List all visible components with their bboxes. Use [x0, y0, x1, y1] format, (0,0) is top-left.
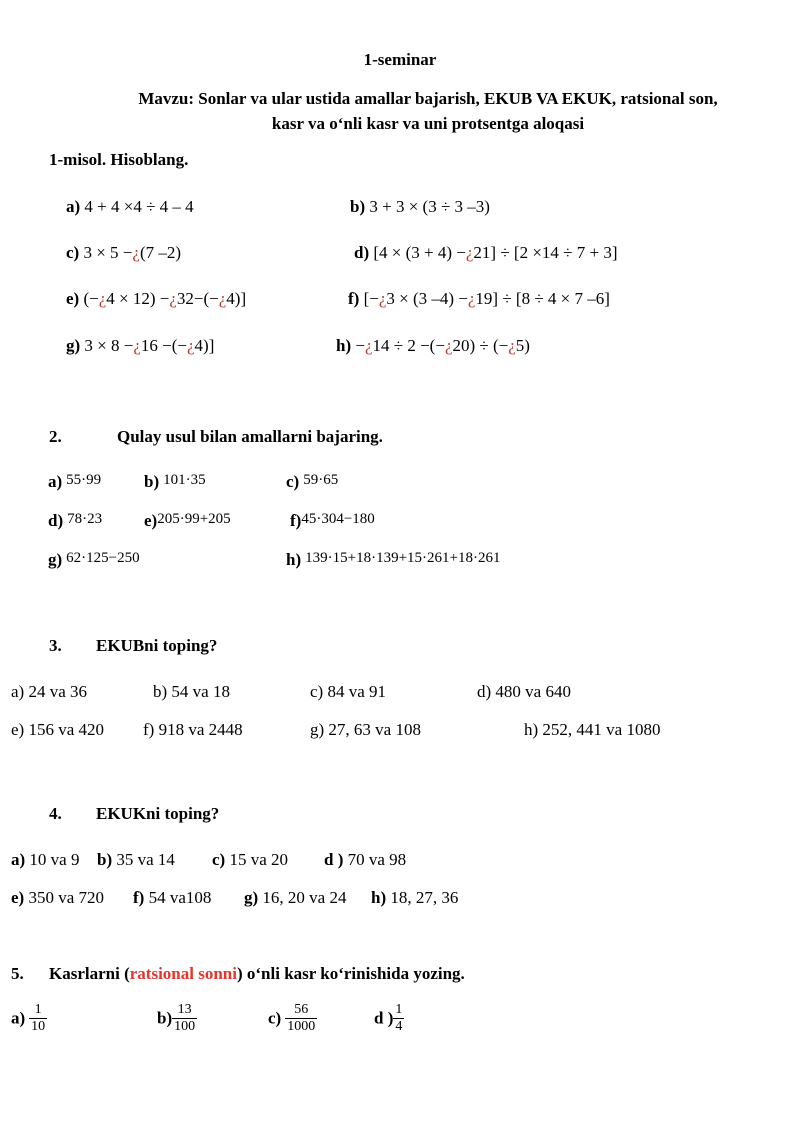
section-4-number: 4. — [49, 804, 62, 823]
exercise-1h: h) −¿14 ÷ 2 −(−¿20) ÷ (−¿5) — [336, 336, 530, 355]
exercise-4c: c) 15 va 20 — [212, 850, 289, 869]
section-2-number: 2. — [49, 427, 62, 446]
section-5-number: 5. — [11, 964, 24, 983]
exercise-1c: c) 3 × 5 −¿(7 –2) — [66, 243, 182, 262]
exercise-3b: b) 54 va 18 — [153, 682, 230, 701]
fraction: $\frac{1}{10}$ — [31, 1002, 46, 1034]
fraction: $\frac{56}{1000}$ — [287, 1002, 316, 1034]
exercise-2f: f)45·304−180 — [290, 511, 375, 530]
fraction: $\frac{1}{4}$ — [395, 1002, 403, 1034]
exercise-3a: a) 24 va 36 — [11, 682, 88, 701]
exercise-2h: h) 139·15+18·139+15·261+18·261 — [286, 550, 501, 569]
exercise-1d: d) [4 × (3 + 4) −¿21] ÷ [2 ×14 ÷ 7 + 3] — [354, 243, 618, 262]
exercise-3h: h) 252, 441 va 1080 — [524, 720, 661, 739]
exercise-5c: c) $\frac{56}{1000}$ — [268, 1002, 316, 1034]
exercise-4a: a) 10 va 9 — [11, 850, 80, 869]
exercise-3c: c) 84 va 91 — [310, 682, 387, 701]
exercise-3e: e) 156 va 420 — [11, 720, 105, 739]
section-4-heading: EKUKni toping? — [96, 804, 220, 823]
topic-line-1: Mavzu: Sonlar va ular ustida amallar bajarish, EKUB VA EKUK, ratsional son, — [138, 89, 718, 108]
section-3-number: 3. — [49, 636, 62, 655]
exercise-2g: g) 62·125−250 — [48, 550, 140, 569]
exercise-5b: b) $\frac{13}{100}$ — [157, 1002, 196, 1034]
topic-line-2: kasr va o‘nli kasr va uni protsentga aloqasi — [271, 114, 585, 133]
exercise-4d: d ) 70 va 98 — [324, 850, 407, 869]
exercise-2e: e)205·99+205 — [144, 511, 231, 530]
exercise-4b: b) 35 va 14 — [97, 850, 175, 869]
section-3-heading: EKUBni toping? — [96, 636, 218, 655]
exercise-1e: e) (−¿4 × 12) −¿32−(−¿4)] — [66, 289, 247, 308]
exercise-1g: g) 3 × 8 −¿16 −(−¿4)] — [66, 336, 215, 355]
page-title: 1-seminar — [363, 50, 437, 69]
exercise-3g: g) 27, 63 va 108 — [310, 720, 421, 739]
exercise-4f: f) 54 va108 — [133, 888, 212, 907]
exercise-4g: g) 16, 20 va 24 — [244, 888, 347, 907]
exercise-2c: c) 59·65 — [286, 472, 339, 491]
exercise-5d: d ) $\frac{1}{4}$ — [374, 1002, 403, 1034]
exercise-2d: d) 78·23 — [48, 511, 103, 530]
exercise-3f: f) 918 va 2448 — [143, 720, 243, 739]
exercise-1f: f) [−¿3 × (3 –4) −¿19] ÷ [8 ÷ 4 × 7 –6] — [348, 289, 610, 308]
exercise-1a: a) 4 + 4 ×4 ÷ 4 – 4 — [66, 197, 194, 216]
section-2-heading: Qulay usul bilan amallarni bajaring. — [117, 427, 383, 446]
exercise-1b: b) 3 + 3 × (3 ÷ 3 –3) — [350, 197, 490, 216]
exercise-2b: b) 101·35 — [144, 472, 206, 491]
exercise-5a: a) $\frac{1}{10}$ — [11, 1002, 46, 1034]
fraction: $\frac{13}{100}$ — [174, 1002, 196, 1034]
section-1-heading: 1-misol. Hisoblang. — [49, 150, 189, 169]
exercise-3d: d) 480 va 640 — [477, 682, 571, 701]
highlight-term: ratsional sonni — [129, 964, 237, 983]
section-5-heading: Kasrlarni (ratsional sonni) o‘nli kasr ko‘rinishida yozing. — [49, 964, 465, 983]
exercise-2a: a) 55·99 — [48, 472, 102, 491]
exercise-4e: e) 350 va 720 — [11, 888, 105, 907]
exercise-4h: h) 18, 27, 36 — [371, 888, 459, 907]
